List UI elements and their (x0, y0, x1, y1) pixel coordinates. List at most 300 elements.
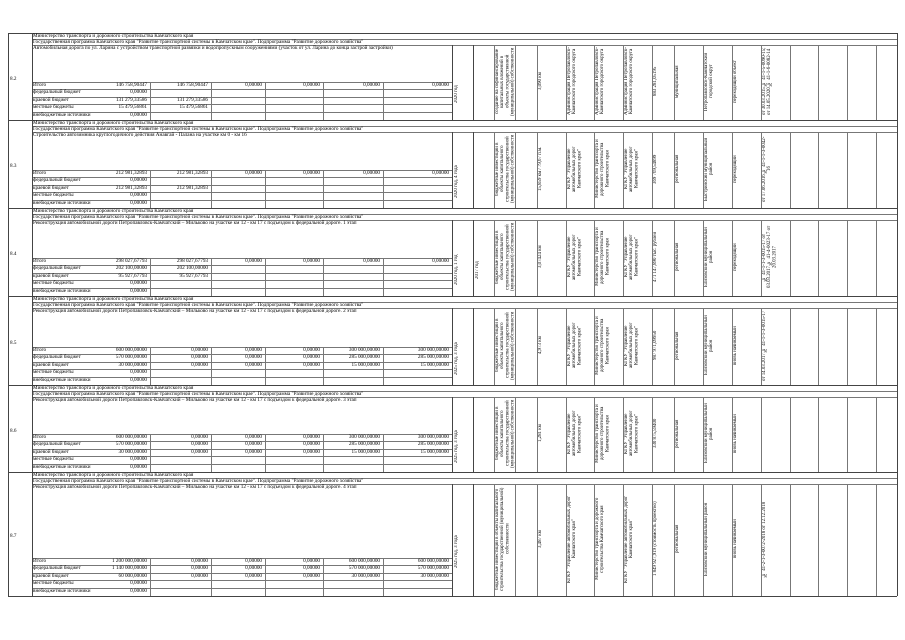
budget-value: 30 000,00000 (118, 448, 147, 455)
grid-line (211, 170, 212, 208)
customer-cell: КГКУ "Управление автомобильных дорог Камчатского края" (567, 146, 583, 192)
grid-line (537, 308, 538, 385)
grid-line (732, 308, 733, 385)
builder-cell: КГКУ "Управление автомобильных дорог Камчатского края" (624, 234, 640, 280)
grid-line (790, 484, 791, 596)
object-name: Автомобильная дорога по ул. Ларина с устройством транспортной развязки и водопропускным сооружениями (участок от ул. Ларина до конца застрой застройки) (33, 44, 393, 51)
grid-line (761, 132, 762, 208)
location-cell: Елизовский муниципальный район (704, 403, 715, 464)
grid-line (761, 308, 762, 385)
grid-line (732, 45, 733, 120)
budget-value: 570 000,00000 (115, 354, 147, 361)
program-title: Государственная программа Камчатского края "Развитие транспортной системы в Камчатском крае". Подпрограмма "Развитие дорожного хозяйства" (33, 213, 364, 220)
grid-line (211, 558, 212, 596)
grid-line (876, 308, 877, 385)
direction-cell: бюджетные инвестиции в объекты капитального строительства государственной (муниципальной) собственности (495, 222, 516, 292)
grid-line (150, 558, 151, 596)
grid-line (703, 220, 704, 296)
grid-line (566, 45, 567, 120)
budget-value: 0,00000 (191, 347, 208, 353)
grid-line (150, 347, 151, 385)
budget-row-label: Итого (33, 258, 47, 264)
budget-row-label: краевой бюджет (33, 448, 69, 455)
budget-value: 0,00000 (303, 441, 320, 448)
grid-line (652, 308, 653, 385)
grid-line (674, 484, 675, 596)
budget-value: 300 000,00000 (417, 347, 449, 353)
ownership-cell: региональная (675, 154, 680, 184)
builder-cell: КГКУ "Управление автомобильных дорог Камчатского края" (624, 495, 635, 583)
section-number: 8.4 (10, 251, 17, 257)
grid-line (818, 484, 819, 596)
grid-line (847, 45, 848, 120)
grid-line (323, 347, 324, 385)
budget-row-label: федеральный бюджет (33, 354, 81, 361)
grid-line (818, 220, 819, 296)
doc-status-cell: переходящий (733, 243, 738, 271)
grid-line (732, 397, 733, 472)
estimate-cell: 987 971,09950 (653, 330, 658, 361)
grid-line (732, 484, 733, 596)
grid-line (32, 33, 33, 120)
grid-line (8, 33, 9, 596)
budget-value: 0,00000 (130, 456, 147, 463)
budget-value: 30 000,00000 (420, 572, 449, 579)
capacity-cell: 3,07424 км (538, 245, 543, 269)
grid-line (818, 397, 819, 472)
grid-line (383, 434, 384, 472)
grbs-cell: Министерство транспорта и дорожного строительства Камчатского края (595, 227, 611, 287)
grid-line (566, 397, 567, 472)
budget-value: 0,00000 (130, 177, 147, 184)
budget-value: 0,00000 (191, 361, 208, 368)
grid-line (8, 596, 897, 597)
budget-value: 202 100,00000 (115, 265, 147, 272)
ministry-title: Министерство транспорта и дорожного строительства Камчатского края (33, 471, 194, 478)
budget-row-label: Итого (33, 170, 47, 176)
budget-value: 212 981,32893 (176, 170, 208, 176)
budget-value: 30 000,00000 (351, 572, 380, 579)
builder-cell: Администрация Петропавловск-Камчатского городского округа (624, 47, 635, 116)
budget-value: 0,00000 (130, 111, 147, 118)
budget-row-label: федеральный бюджет (33, 265, 81, 272)
budget-value: 0,00000 (130, 369, 147, 376)
location-cell: Елизовский муниципальный район (704, 315, 715, 376)
customer-cell: КГКУ "Управление автомобильных дорог Камчатского края" (567, 495, 578, 583)
grid-line (652, 45, 653, 120)
program-title: Государственная программа Камчатского края "Развитие транспортной системы в Камчатском крае". Подпрограмма "Развитие дорожного хозяйства" (33, 477, 364, 484)
budget-value: 285 000,00000 (417, 441, 449, 448)
section-number: 8.7 (10, 533, 17, 539)
budget-value: 0,00000 (130, 89, 147, 96)
grid-line (623, 45, 624, 120)
budget-value: 0,00000 (303, 354, 320, 361)
grid-line (566, 132, 567, 208)
ownership-cell: муниципальная (675, 65, 680, 98)
grid-line (452, 484, 453, 596)
grid-line (818, 132, 819, 208)
grbs-cell: Администрация Петропавловск-Камчатского городского округа (595, 47, 606, 116)
period-cell: 2025 год, 3 года (454, 535, 459, 569)
budget-row-label: краевой бюджет (33, 96, 69, 103)
start-year-cell (475, 512, 493, 592)
grid-line (761, 397, 762, 472)
budget-row-label: местные бюджеты (33, 580, 74, 587)
section-number: 8.5 (10, 339, 17, 346)
grid-line (383, 170, 384, 208)
grid-line (473, 45, 474, 120)
budget-value: 285 000,00000 (417, 354, 449, 361)
grid-line (652, 220, 653, 296)
grid-line (594, 45, 595, 120)
budget-value: 300 000,00000 (348, 347, 380, 353)
direction-cell: бюджетные инвестиции в объекты капитального строительства государственной (муниципальной) собственности (495, 399, 516, 468)
budget-value: 0,00000 (303, 558, 320, 564)
section-number: 8.2 (10, 75, 17, 82)
grid-line (150, 258, 151, 296)
grid-line (383, 258, 384, 296)
budget-value: 146 758,90447 (115, 82, 147, 88)
grbs-cell: Министерство транспорта и дорожного строительства Камчатского края (595, 404, 611, 463)
ownership-cell: региональная (675, 331, 680, 360)
budget-value: 15 000,00000 (351, 448, 380, 455)
budget-row-label: Итого (33, 347, 47, 353)
budget-value: 0,00000 (303, 361, 320, 368)
grid-line (494, 308, 495, 385)
budget-value: 298 027,67793 (176, 258, 208, 264)
section-number: 8.3 (10, 163, 17, 169)
estimate-cell: 330 875,59400 (653, 418, 658, 449)
budget-value: 0,00000 (245, 441, 262, 448)
doc-status-cell: вновь начинаемый (733, 414, 738, 453)
budget-row-label: местные бюджеты (33, 280, 74, 287)
budget-value: 0,00000 (130, 587, 147, 594)
grid-line (537, 45, 538, 120)
grid-line (32, 296, 33, 385)
budget-value: 0,00000 (130, 580, 147, 587)
budget-value: 30 000,00000 (118, 361, 147, 368)
grid-line (265, 347, 266, 385)
budget-value: 0,00000 (303, 347, 320, 353)
budget-value: 146 758,90447 (176, 82, 208, 88)
grid-line (494, 132, 495, 208)
grid-line (323, 170, 324, 208)
grbs-cell: Министерство транспорта и дорожного строительства Камчатского края (595, 497, 606, 581)
grid-line (211, 82, 212, 120)
budget-value: 300 000,00000 (417, 434, 449, 440)
direction-cell: бюджетные инвестиции в объекты капитального строительства государственной (муниципальной) собственности (495, 487, 511, 591)
grid-line (537, 132, 538, 208)
budget-value: 0,00000 (363, 170, 380, 176)
budget-value: 95 927,67793 (118, 272, 147, 279)
budget-value: 0,00000 (245, 572, 262, 579)
period-cell: 2025 год, 3 года (454, 430, 459, 463)
budget-value: 212 981,32893 (115, 170, 147, 176)
grid-line (652, 484, 653, 596)
grid-line (623, 220, 624, 296)
expertise-cell: № 41-2-1-3-0072-2018 от 12.12.2018 (762, 501, 767, 577)
grid-line (473, 132, 474, 208)
budget-row-label: местные бюджеты (33, 104, 74, 111)
budget-value: 15 479,56861 (118, 104, 147, 111)
budget-row-label: федеральный бюджет (33, 441, 81, 448)
grid-line (847, 308, 848, 385)
direction-cell: создание на софинансирование капитальных вложений в объекты государственной (муниципальной) собственности (495, 47, 516, 116)
budget-value: 15 479,56861 (179, 104, 208, 111)
builder-cell: КГКУ "Управление автомобильных дорог Камчатского края" (624, 146, 640, 192)
location-cell: Петропавловск-Камчатский городской округ (704, 52, 715, 111)
grid-line (594, 308, 595, 385)
budget-value: 0,00000 (130, 280, 147, 287)
budget-value: 131 279,33586 (115, 96, 147, 103)
start-year-cell (475, 425, 493, 468)
grid-line (623, 397, 624, 472)
grid-line (515, 308, 516, 385)
grid-line (452, 308, 453, 385)
budget-value: 0,00000 (303, 170, 320, 176)
budget-value: 0,00000 (303, 565, 320, 572)
budget-value: 0,00000 (303, 434, 320, 440)
budget-value: 570 000,00000 (115, 441, 147, 448)
budget-value: 0,00000 (191, 441, 208, 448)
grbs-cell: Министерство транспорта и дорожного строительства Камчатского края (595, 316, 611, 375)
budget-row-label: Итого (33, 558, 47, 564)
capacity-cell: 15,859 км / 79,67 п.м. (538, 146, 543, 192)
period-cell: 2025 год, 3 года (454, 342, 459, 375)
budget-value: 0,00000 (303, 258, 320, 264)
grid-line (383, 558, 384, 596)
budget-row-label: внебюджетные источники (33, 199, 91, 206)
customer-cell: Администрация Петропавловск-Камчатского городского округа (567, 47, 578, 116)
location-cell: Быстринский муниципальный район (704, 137, 715, 201)
budget-row-label: внебюджетные источники (33, 287, 91, 294)
budget-value: 0,00000 (432, 170, 449, 176)
budget-value: 0,00000 (303, 82, 320, 88)
grid-line (473, 308, 474, 385)
estimate-cell: 471 147,890 тыс. рублей (653, 231, 658, 283)
grid-line (703, 308, 704, 385)
grid-line (473, 220, 474, 296)
grid-line (790, 45, 791, 120)
grid-line (515, 45, 516, 120)
budget-row-label: местные бюджеты (33, 369, 74, 376)
grid-line (452, 220, 453, 296)
budget-value: 15 000,00000 (351, 361, 380, 368)
grid-line (494, 220, 495, 296)
grid-line (537, 397, 538, 472)
doc-status-cell: переходящий объект (733, 60, 738, 103)
grid-line (150, 434, 151, 472)
builder-cell: КГКУ "Управление автомобильных дорог Камчатского края" (624, 410, 640, 457)
budget-value: 285 000,00000 (348, 354, 380, 361)
customer-cell: КГКУ "Управление автомобильных дорог Камчатского края" (567, 234, 583, 280)
grid-line (847, 397, 848, 472)
ministry-title: Министерство транспорта и дорожного строительства Камчатского края (33, 32, 194, 39)
grid-line (211, 347, 212, 385)
grid-line (897, 33, 898, 596)
budget-value: 0,00000 (130, 376, 147, 383)
grid-line (674, 132, 675, 208)
budget-value: 0,00000 (191, 565, 208, 572)
budget-value: 600 000,00000 (417, 558, 449, 564)
budget-value: 0,00000 (303, 448, 320, 455)
grid-line (494, 45, 495, 120)
grid-line (566, 484, 567, 596)
budget-value: 0,00000 (130, 463, 147, 470)
budget-row-label: внебюджетные источники (33, 376, 91, 383)
budget-value: 95 927,67793 (179, 272, 208, 279)
budget-row-label: местные бюджеты (33, 456, 74, 463)
grid-line (537, 220, 538, 296)
grid-line (652, 397, 653, 472)
ministry-title: Министерство транспорта и дорожного строительства Камчатского края (33, 207, 194, 214)
grid-line (847, 132, 848, 208)
grid-line (790, 308, 791, 385)
start-year-cell (475, 160, 493, 204)
grid-line (265, 434, 266, 472)
grid-line (761, 484, 762, 596)
builder-cell: КГКУ "Управление автомобильных дорог Камчатского края" (624, 322, 640, 369)
budget-value: 285 000,00000 (348, 441, 380, 448)
budget-row-label: краевой бюджет (33, 572, 69, 579)
ministry-title: Министерство транспорта и дорожного строительства Камчатского края (33, 119, 194, 126)
grid-line (761, 220, 762, 296)
grid-line (265, 558, 266, 596)
grid-line (32, 208, 33, 296)
budget-row-label: федеральный бюджет (33, 177, 81, 184)
budget-value: 0,00000 (245, 565, 262, 572)
budget-value: 0,00000 (303, 572, 320, 579)
grid-line (323, 82, 324, 120)
budget-row-label: внебюджетные источники (33, 587, 91, 594)
budget-value: 0,00000 (191, 572, 208, 579)
budget-value: 1 140 000,00000 (111, 565, 147, 572)
grid-line (818, 308, 819, 385)
budget-row-label: федеральный бюджет (33, 89, 81, 96)
capacity-cell: 1,281 км (538, 424, 543, 443)
grid-line (674, 45, 675, 120)
object-name: Реконструкция автомобильной дороги Петропавловск-Камчатский – Мильково на участке км 12 - км 17 с подъездом к федеральной дороге. 1 этап (33, 219, 357, 226)
start-year-cell (475, 73, 493, 116)
budget-value: 0,00000 (191, 354, 208, 361)
program-title: Государственная программа Камчатского края "Развитие транспортной системы в Камчатском крае". Подпрограмма "Развитие дорожного хозяйства" (33, 301, 364, 308)
section-number: 8.6 (10, 427, 17, 434)
budget-value: 0,00000 (191, 448, 208, 455)
grid-line (703, 132, 704, 208)
budget-value: 0,00000 (363, 258, 380, 264)
budget-value: 0,00000 (245, 170, 262, 176)
grid-line (452, 45, 453, 120)
ministry-title: Министерство транспорта и дорожного строительства Камчатского края (33, 295, 194, 302)
grid-line (790, 397, 791, 472)
budget-value: 0,00000 (432, 258, 449, 264)
grid-line (515, 220, 516, 296)
object-name: Реконструкция автомобильной дороги Петропавловск-Камчатский – Мильково на участке км 12 - км 17 с подъездом к федеральной дороге. 4 этап (33, 483, 357, 490)
grid-line (594, 132, 595, 208)
grid-line (32, 385, 33, 472)
program-title: Государственная программа Камчатского края "Развитие транспортной системы в Камчатском крае". Подпрограмма "Развитие дорожного хозяйства" (33, 390, 364, 397)
budget-row-label: местные бюджеты (33, 192, 74, 199)
grid-line (876, 397, 877, 472)
budget-value: 570 000,00000 (417, 565, 449, 572)
grid-line (323, 434, 324, 472)
grid-line (703, 397, 704, 472)
budget-value: 202 100,00000 (176, 265, 208, 272)
grid-line (594, 484, 595, 596)
budget-value: 600 000,00000 (115, 347, 147, 353)
budget-row-label: краевой бюджет (33, 272, 69, 279)
budget-value: 0,00000 (245, 361, 262, 368)
budget-row-label: краевой бюджет (33, 361, 69, 368)
budget-row-label: краевой бюджет (33, 184, 69, 191)
budget-row-label: внебюджетные источники (33, 111, 91, 118)
grid-line (150, 82, 151, 120)
customer-cell: КГКУ "Управление автомобильных дорог Камчатского края" (567, 322, 583, 369)
direction-cell: бюджетные инвестиции в объекты капитального строительства государственной (муниципальной) собственности (495, 311, 516, 380)
grid-line (847, 220, 848, 296)
ownership-cell: региональная (675, 242, 680, 272)
budget-value: 0,00000 (245, 82, 262, 88)
grid-line (383, 82, 384, 120)
estimate-cell: 883 281,05195 (653, 66, 658, 97)
grid-line (876, 220, 877, 296)
ministry-title: Министерство транспорта и дорожного строительства Камчатского края (33, 384, 194, 391)
budget-value: 0,00000 (245, 354, 262, 361)
budget-value: 212 981,32893 (115, 184, 147, 191)
capacity-cell: 3,487 км (538, 530, 543, 548)
doc-status-cell: вновь начинаемый (733, 519, 738, 559)
grid-line (383, 347, 384, 385)
grid-line (847, 484, 848, 596)
estimate-cell: 1 849 927,919 (стоимость проектно) (653, 501, 658, 577)
grid-line (32, 120, 33, 208)
grid-line (790, 220, 791, 296)
customer-cell: КГКУ "Управление автомобильных дорог Камчатского края" (567, 410, 583, 457)
grid-line (703, 45, 704, 120)
ownership-cell: региональная (675, 524, 680, 554)
grid-line (323, 558, 324, 596)
budget-value: 0,00000 (363, 82, 380, 88)
budget-value: 600 000,00000 (348, 558, 380, 564)
grid-line (876, 45, 877, 120)
grid-line (818, 45, 819, 120)
budget-row-label: Итого (33, 434, 47, 440)
grid-line (732, 132, 733, 208)
grid-line (594, 397, 595, 472)
budget-row-label: федеральный бюджет (33, 565, 81, 572)
start-year-cell: 2017 год (475, 261, 480, 279)
grid-line (515, 397, 516, 472)
grid-line (652, 132, 653, 208)
grid-line (32, 472, 33, 596)
grid-line (494, 397, 495, 472)
doc-status-cell: переходящий (733, 155, 738, 183)
direction-cell: бюджетные инвестиции в объекты капитального строительства государственной (муниципальной) собственности (495, 134, 516, 204)
budget-value: 0,00000 (245, 258, 262, 264)
grid-line (732, 220, 733, 296)
grid-line (265, 258, 266, 296)
grid-line (674, 397, 675, 472)
object-name: Реконструкция автомобильной дороги Петропавловск-Камчатский – Мильково на участке км 12 - км 17 с подъездом к федеральной дороге. 2 этап (33, 307, 357, 314)
budget-value: 0,00000 (191, 434, 208, 440)
grid-line (211, 258, 212, 296)
budget-value: 600 000,00000 (115, 434, 147, 440)
grid-line (323, 258, 324, 296)
grid-line (703, 484, 704, 596)
program-title: Государственная программа Камчатского края "Развитие транспортной системы в Камчатском крае". Подпрограмма "Развитие дорожного хозяйства" (33, 38, 364, 45)
budget-value: 0,00000 (432, 82, 449, 88)
grid-line (790, 132, 791, 208)
